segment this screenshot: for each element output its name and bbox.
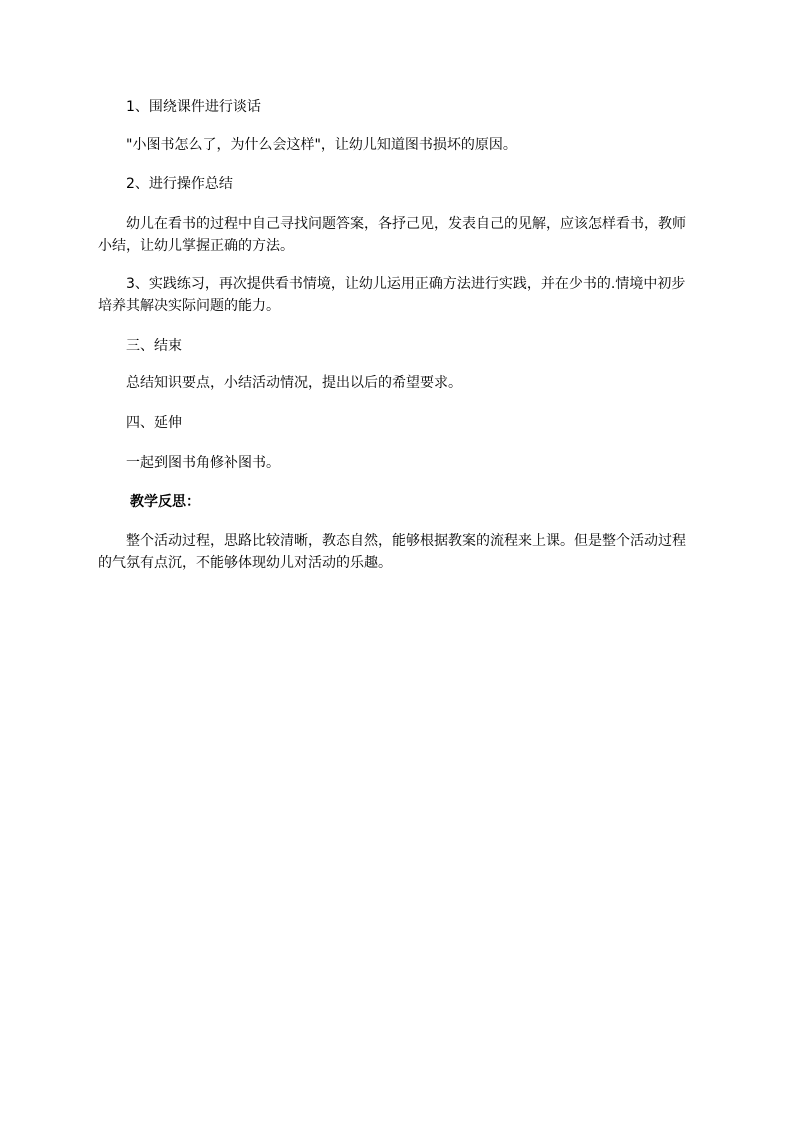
section-heading-reflection: 教学反思： (130, 494, 200, 510)
section-heading-extension: 四、延伸 (126, 415, 182, 431)
paragraph-discussion-question: "小图书怎么了，为什么会这样"，让幼儿知道图书损坏的原因。 (126, 137, 517, 153)
paragraph-reading-process: 幼儿在看书的过程中自己寻找问题答案，各抒己见，发表自己的见解，应该怎样看书，教师小结，让幼儿掌握正确的方法。 (98, 216, 686, 254)
paragraph-ending: 总结知识要点，小结活动情况，提出以后的希望要求。 (126, 375, 462, 391)
section-heading-discussion: 1、围绕课件进行谈话 (126, 99, 261, 115)
paragraph-extension: 一起到图书角修补图书。 (126, 455, 280, 471)
section-heading-summary: 2、进行操作总结 (126, 176, 233, 192)
paragraph-practice: 3、实践练习，再次提供看书情境，让幼儿运用正确方法进行实践，并在少书的.情境中初步培养其解决实际问题的能力。 (98, 276, 686, 314)
paragraph-reflection: 整个活动过程，思路比较清晰，教态自然，能够根据教案的流程来上课。但是整个活动过程的气氛有点沉，不能够体现幼儿对活动的乐趣。 (98, 533, 686, 571)
section-heading-ending: 三、结束 (126, 338, 182, 354)
